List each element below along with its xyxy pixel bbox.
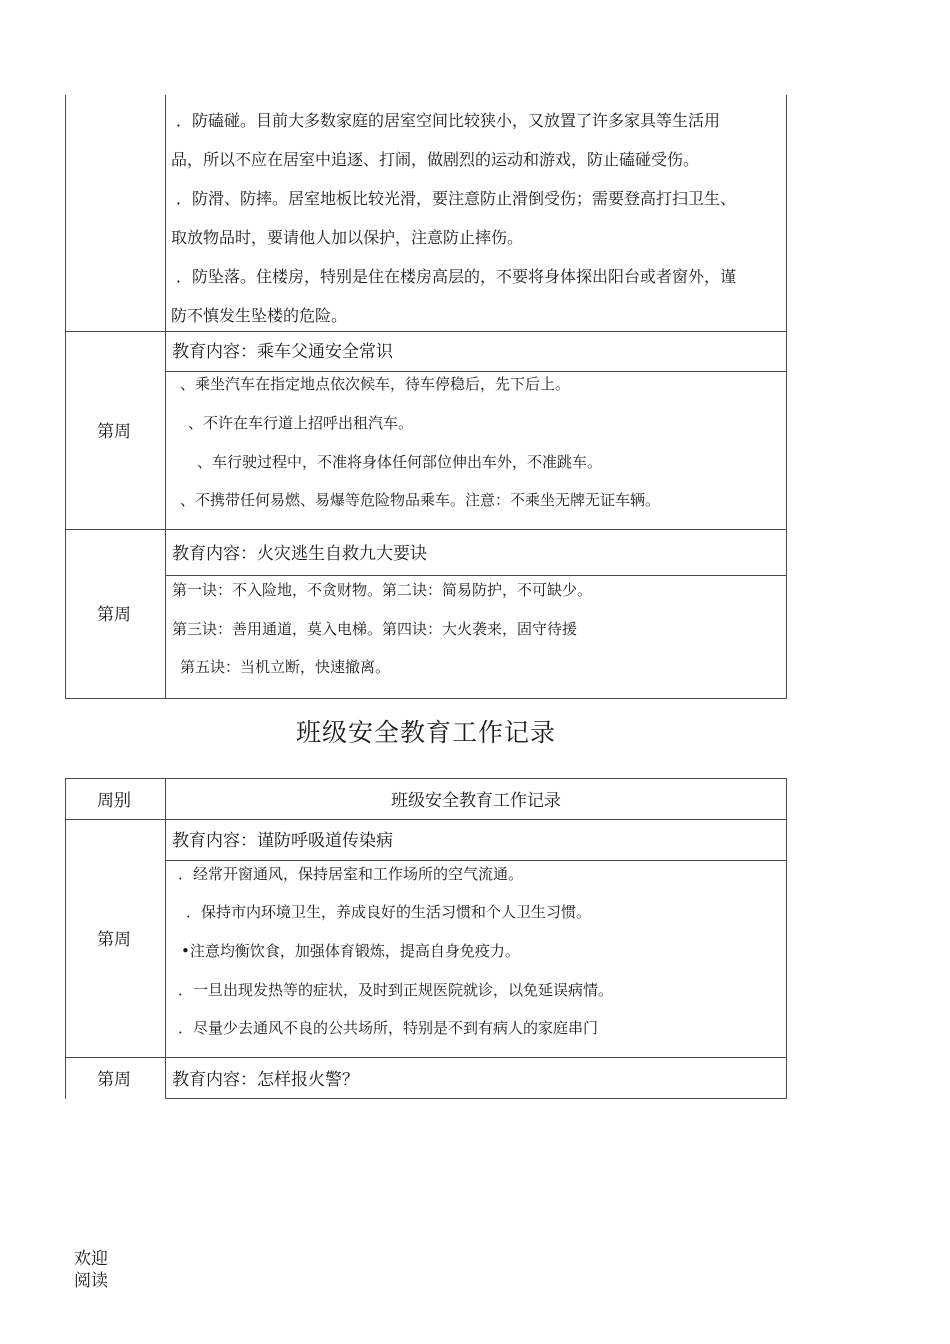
- list-item: 、乘坐汽车在指定地点依次候车，待车停稳后，先下后上。: [180, 375, 571, 393]
- list-item: 、不许在车行道上招呼出租汽车。: [188, 414, 414, 432]
- table1-rule: [165, 371, 787, 372]
- table2-divider: [165, 778, 166, 1099]
- content-line: 品，所以不应在居室中追逐、打闹，做剧烈的运动和游戏，防止磕碰受伤。: [171, 150, 700, 169]
- education-content-header: 教育内容：乘车父通安全常识: [172, 342, 393, 362]
- table1-rule: [165, 575, 787, 576]
- table1-rule: [65, 331, 787, 332]
- list-item: •注意均衡饮食，加强体育锻炼，提高自身免疫力。: [181, 942, 520, 960]
- list-item: ．尽量少去通风不良的公共场所，特别是不到有病人的家庭串门: [178, 1019, 599, 1037]
- content-line: 防不慎发生坠楼的危险。: [171, 306, 348, 325]
- list-item: ．保持市内环境卫生，养成良好的生活习惯和个人卫生习惯。: [186, 903, 592, 921]
- week-label: 第周: [97, 422, 131, 442]
- footer-text: 欢迎: [74, 1249, 108, 1269]
- page-title: 班级安全教育工作记录: [295, 718, 556, 747]
- content-line: ．防滑、防摔。居室地板比较光滑，要注意防止滑倒受伤；需要登高打扫卫生、: [176, 189, 737, 208]
- table2-top-border: [65, 778, 787, 779]
- table1-bottom-border: [65, 698, 787, 699]
- table2-right-border: [786, 778, 787, 1099]
- list-item: 、不携带任何易燃、易爆等危险物品乘车。注意：不乘坐无牌无证车辆。: [180, 491, 661, 509]
- table2-rule: [165, 860, 787, 861]
- content-line: ．防磕碰。目前大多数家庭的居室空间比较狭小，又放置了许多家具等生活用: [176, 111, 721, 130]
- list-item: ．经常开窗通风，保持居室和工作场所的空气流通。: [178, 865, 524, 883]
- list-item: 第一诀：不入险地，不贪财物。第二诀：简易防护，不可缺少。: [172, 581, 593, 599]
- week-label: 第周: [97, 930, 131, 950]
- table2-bottom-border: [165, 1098, 787, 1099]
- column-header-week: 周别: [97, 791, 131, 811]
- list-item: 、车行驶过程中，不准将身体任何部位伸出车外，不准跳车。: [197, 453, 603, 471]
- education-content-header: 教育内容：谨防呼吸道传染病: [172, 831, 393, 851]
- content-line: 取放物品时，要请他人加以保护，注意防止摔伤。: [171, 228, 524, 247]
- education-content-header: 教育内容：怎样报火警？: [172, 1070, 359, 1090]
- table2-rule: [65, 819, 787, 820]
- table2-left-border: [65, 778, 66, 1099]
- education-content-header: 教育内容：火灾逃生自救九大要诀: [172, 544, 427, 564]
- table1-right-border: [786, 95, 787, 699]
- list-item: 第五诀：当机立断，快速撤离。: [180, 658, 391, 676]
- column-header-record: 班级安全教育工作记录: [391, 791, 561, 811]
- table1-divider: [165, 95, 166, 699]
- table2-rule: [65, 1057, 787, 1058]
- week-label: 第周: [97, 605, 131, 625]
- week-label: 第周: [97, 1070, 131, 1090]
- list-item: 第三诀：善用通道，莫入电梯。第四诀：大火袭来，固守待援: [172, 620, 578, 638]
- table1-rule: [65, 529, 787, 530]
- content-line: ．防坠落。住楼房，特别是住在楼房高层的，不要将身体探出阳台或者窗外，谨: [176, 267, 737, 286]
- list-item: ．一旦出现发热等的症状，及时到正规医院就诊，以免延误病情。: [178, 981, 614, 999]
- table1-left-border: [65, 95, 66, 699]
- footer-text: 阅读: [74, 1271, 108, 1291]
